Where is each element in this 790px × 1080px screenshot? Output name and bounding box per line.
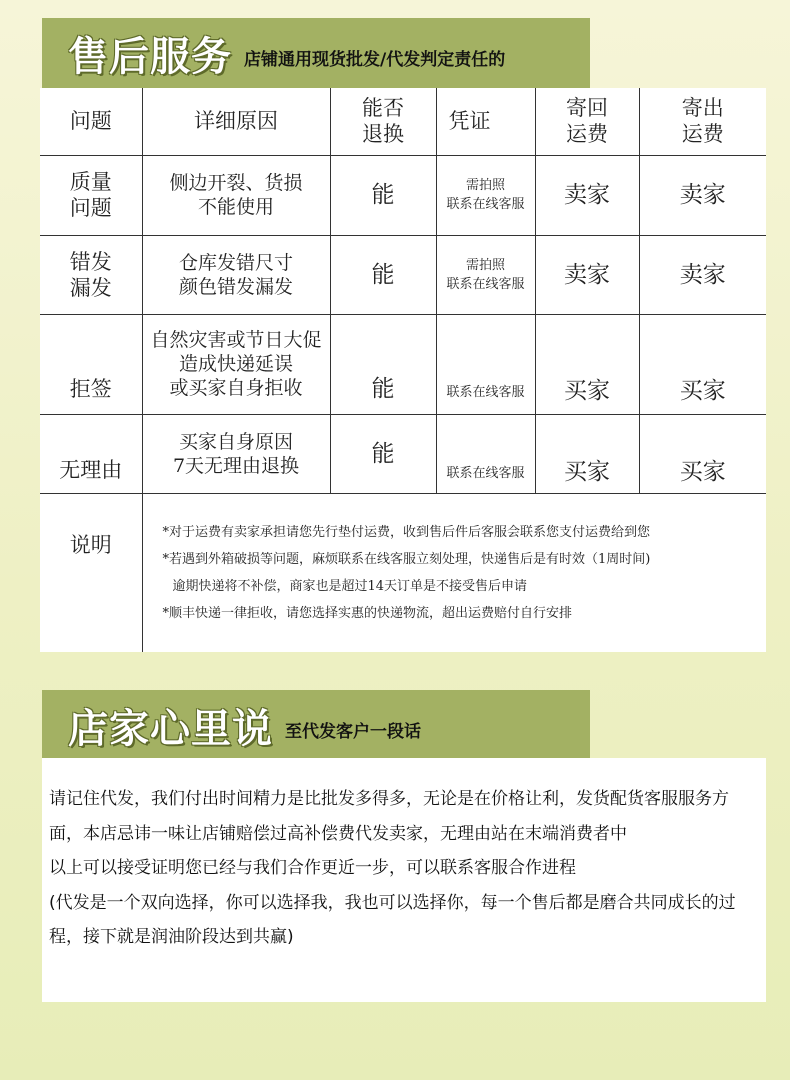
row-send-fee: 卖家 bbox=[639, 155, 766, 235]
owner-message-box bbox=[42, 758, 766, 1002]
table-row bbox=[40, 155, 766, 235]
row-issue: 质量 问题 bbox=[40, 155, 142, 235]
row-return-fee: 买家 bbox=[535, 414, 639, 493]
row-issue: 拒签 bbox=[40, 314, 142, 414]
row-proof: 需拍照 联系在线客服 bbox=[436, 235, 535, 314]
header-issue: 问题 bbox=[40, 88, 142, 155]
header-proof: 凭证 bbox=[436, 88, 535, 155]
table-row bbox=[40, 314, 766, 414]
after-sales-table bbox=[40, 88, 766, 652]
row-proof: 需拍照 联系在线客服 bbox=[436, 155, 535, 235]
note-line: *若遇到外箱破损等问题，麻烦联系在线客服立刻处理，快递售后是有时效（1周时间) bbox=[162, 551, 651, 567]
row-return-fee: 卖家 bbox=[535, 235, 639, 314]
after-sales-banner bbox=[42, 18, 590, 88]
header-send-fee: 寄出 运费 bbox=[639, 88, 766, 155]
owner-message-title: 店家心里说 bbox=[68, 705, 273, 752]
note-line: *对于运费有卖家承担请您先行垫付运费，收到售后件后客服会联系您支付运费给到您 bbox=[162, 524, 651, 540]
table-row bbox=[40, 235, 766, 314]
notes-content bbox=[142, 493, 766, 652]
message-paragraph: 以上可以接受证明您已经与我们合作更近一步，可以联系客服合作进程 bbox=[49, 858, 576, 878]
row-send-fee: 买家 bbox=[639, 314, 766, 414]
after-sales-subtitle: 店铺通用现货批发/代发判定责任的 bbox=[244, 49, 506, 70]
row-reason: 自然灾害或节日大促 造成快递延误 或买家自身拒收 bbox=[142, 314, 330, 414]
row-issue: 无理由 bbox=[40, 414, 142, 493]
row-returnable: 能 bbox=[330, 235, 436, 314]
row-returnable: 能 bbox=[330, 155, 436, 235]
row-reason: 买家自身原因 7天无理由退换 bbox=[142, 414, 330, 493]
row-reason: 侧边开裂、货损 不能使用 bbox=[142, 155, 330, 235]
row-send-fee: 买家 bbox=[639, 414, 766, 493]
row-proof: 联系在线客服 bbox=[436, 314, 535, 414]
row-returnable: 能 bbox=[330, 314, 436, 414]
row-issue: 错发 漏发 bbox=[40, 235, 142, 314]
notes-row bbox=[40, 493, 766, 652]
row-proof: 联系在线客服 bbox=[436, 414, 535, 493]
table-row bbox=[40, 414, 766, 493]
owner-message-banner bbox=[42, 690, 590, 760]
note-line: 逾期快递将不补偿，商家也是超过14天订单是不接受售后申请 bbox=[172, 578, 528, 594]
header-returnable: 能否 退换 bbox=[330, 88, 436, 155]
note-line: *顺丰快递一律拒收，请您选择实惠的快递物流，超出运费赔付自行安排 bbox=[162, 605, 573, 621]
notes-label: 说明 bbox=[40, 493, 142, 652]
message-paragraph: 请记住代发，我们付出时间精力是比批发多得多，无论是在价格让利，发货配货客服服务方面，本店忌讳一味让店铺赔偿过高补偿费代发卖家，无理由站在末端消费者中 bbox=[49, 789, 729, 844]
header-reason: 详细原因 bbox=[142, 88, 330, 155]
row-return-fee: 买家 bbox=[535, 314, 639, 414]
message-paragraph: (代发是一个双向选择，你可以选择我，我也可以选择你，每一个售后都是磨合共同成长的过程，接下就是润油阶段达到共赢) bbox=[49, 892, 736, 947]
row-return-fee: 卖家 bbox=[535, 155, 639, 235]
row-returnable: 能 bbox=[330, 414, 436, 493]
owner-message-subtitle: 至代发客户一段话 bbox=[285, 721, 421, 742]
table-header-row bbox=[40, 88, 766, 155]
row-reason: 仓库发错尺寸 颜色错发漏发 bbox=[142, 235, 330, 314]
row-send-fee: 卖家 bbox=[639, 235, 766, 314]
header-return-fee: 寄回 运费 bbox=[535, 88, 639, 155]
after-sales-title: 售后服务 bbox=[68, 33, 232, 80]
